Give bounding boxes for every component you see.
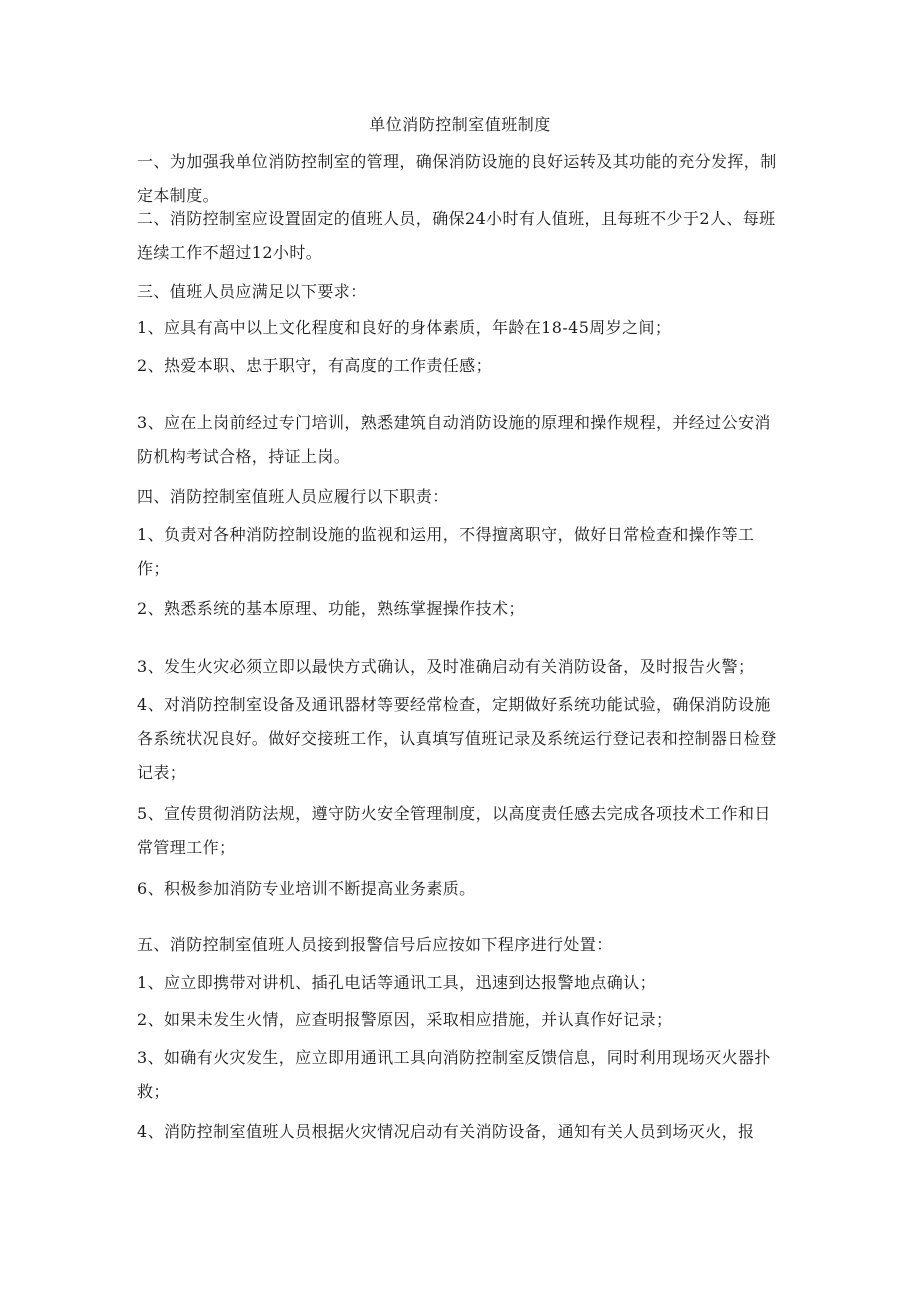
- document-title: 单位消防控制室值班制度: [369, 115, 551, 134]
- paragraph-section-4-item-5: 5、宣传贯彻消防法规，遵守防火安全管理制度，以高度责任感去完成各项技术工作和日常管理工作；: [137, 804, 771, 857]
- paragraph-section-2: 二、消防控制室应设置固定的值班人员，确保24小时有人值班，且每班不少于2人、每班连续工作不超过12小时。: [137, 209, 776, 262]
- paragraph-section-5-item-4: 4、消防控制室值班人员根据火灾情况启动有关消防设备，通知有关人员到场灭火，报: [137, 1122, 755, 1141]
- paragraph-section-4-item-4: 4、对消防控制室设备及通讯器材等要经常检查，定期做好系统功能试验，确保消防设施各系统状况良好。做好交接班工作，认真填写值班记录及系统运行登记表和控制器日检登记表；: [137, 695, 777, 782]
- paragraph-section-4-heading: 四、消防控制室值班人员应履行以下职责：: [137, 487, 449, 506]
- paragraph-section-4-item-1: 1、负责对各种消防控制设施的监视和运用，不得擅离职守，做好日常检查和操作等工作；: [137, 525, 755, 578]
- paragraph-section-5-item-1: 1、应立即携带对讲机、插孔电话等通讯工具，迅速到达报警地点确认；: [137, 973, 656, 992]
- paragraph-section-4-item-6: 6、积极参加消防专业培训不断提高业务素质。: [137, 879, 476, 898]
- paragraph-section-3-item-2: 2、热爱本职、忠于职守，有高度的工作责任感；: [137, 356, 492, 375]
- paragraph-section-1: 一、为加强我单位消防控制室的管理，确保消防设施的良好运转及其功能的充分发挥，制定本制度。: [137, 152, 777, 205]
- paragraph-section-4-item-3: 3、发生火灾必须立即以最快方式确认，及时准确启动有关消防设备，及时报告火警；: [137, 657, 755, 676]
- paragraph-section-3-item-3: 3、应在上岗前经过专门培训，熟悉建筑自动消防设施的原理和操作规程，并经过公安消防机构考试合格，持证上岗。: [137, 413, 771, 466]
- paragraph-section-5-heading: 五、消防控制室值班人员接到报警信号后应按如下程序进行处置：: [137, 935, 613, 954]
- paragraph-section-3-heading: 三、值班人员应满足以下要求：: [137, 282, 367, 301]
- paragraph-section-3-item-1: 1、应具有高中以上文化程度和良好的身体素质，年龄在18-45周岁之间；: [137, 318, 672, 337]
- paragraph-section-4-item-2: 2、熟悉系统的基本原理、功能，熟练掌握操作技术；: [137, 599, 525, 618]
- paragraph-section-5-item-3: 3、如确有火灾发生，应立即用通讯工具向消防控制室反馈信息，同时利用现场灭火器扑救；: [137, 1048, 771, 1101]
- paragraph-section-5-item-2: 2、如果未发生火情，应查明报警原因，采取相应措施，并认真作好记录；: [137, 1010, 673, 1029]
